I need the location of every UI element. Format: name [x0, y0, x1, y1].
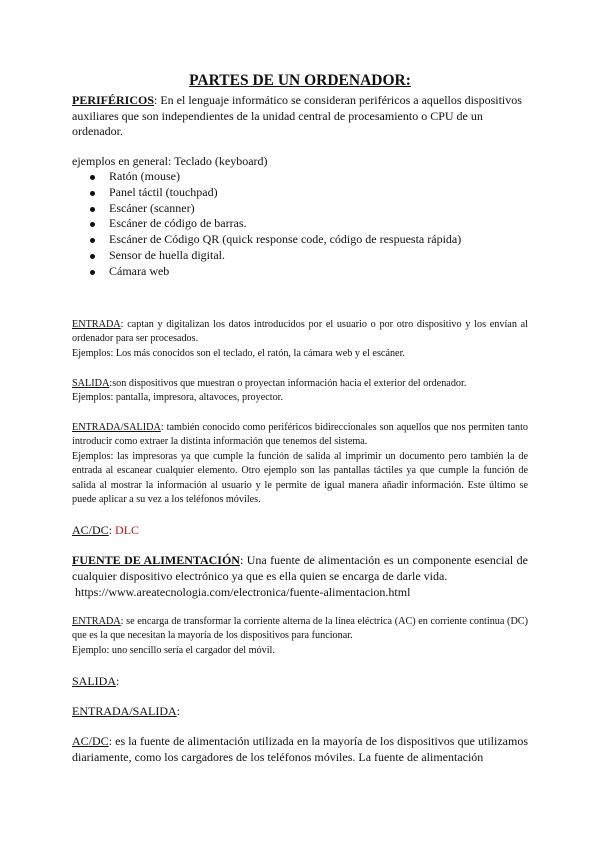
entrada-salida2-line: ENTRADA/SALIDA: [72, 704, 181, 718]
entrada-text: : captan y digitalizan los datos introducidos por el usuario o por otro dispositivo y los envían al ordenador para ser procesados. [72, 319, 528, 345]
list-item: Panel táctil (touchpad) [72, 185, 461, 201]
entrada-salida-examples: Ejemplos: las impresoras ya que cumple la función de salida al imprimir un documento pero también la de entrada al escanear cualquier elemento. Otro ejemplo son las pantallas táctiles ya que cumple la función de salida al mostrar la información al usuario y le permite de igual manera añadir información. Este último se puede aplicar a su vez a los teléfonos móviles. [72, 451, 528, 506]
fuente-url: https://www.areatecnologia.com/electronica/fuente-alimentacion.html [75, 585, 411, 599]
acdc2-label: AC/DC [72, 734, 109, 748]
entrada2-label: ENTRADA [72, 616, 121, 627]
salida-examples: Ejemplos: pantalla, impresora, altavoces, proyector. [72, 392, 284, 403]
acdc-label: AC/DC [72, 523, 109, 537]
fuente-paragraph [72, 553, 528, 584]
salida2-label: SALIDA [72, 674, 116, 688]
page-title: PARTES DE UN ORDENADOR: [189, 72, 411, 89]
perifericos-text: : En el lenguaje informático se consideran periféricos a aquellos dispositivos auxiliares que son independientes de la unidad central de procesamiento o CPU de un ordenador. [72, 93, 522, 139]
list-item: Escáner (scanner) [72, 201, 461, 217]
entrada-label: ENTRADA [72, 319, 121, 330]
perifericos-paragraph [72, 93, 528, 140]
examples-list [72, 169, 461, 280]
bullet-icon [90, 270, 95, 275]
bullet-icon [90, 238, 95, 243]
entrada2-example: Ejemplo: uno sencillo sería el cargador del móvil. [72, 645, 275, 656]
entrada2-paragraph [72, 615, 528, 644]
bullet-icon [90, 207, 95, 212]
acdc-value: DLC [115, 523, 140, 537]
entrada-examples: Ejemplos: Los más conocidos son el teclado, el ratón, la cámara web y el escáner. [72, 348, 405, 359]
entrada-paragraph [72, 318, 528, 347]
acdc2-paragraph [72, 734, 528, 765]
list-item: Escáner de código de barras. [72, 216, 461, 232]
examples-intro: ejemplos en general: Teclado (keyboard) [72, 154, 268, 168]
list-item: Ratón (mouse) [72, 169, 461, 185]
salida2-line: SALIDA: [72, 674, 120, 688]
bullet-icon [90, 222, 95, 227]
entrada-salida-text: : también conocido como periféricos bidireccionales son aquellos que nos permiten tanto introducir como extraer la distinta información que tenemos del sistema. [72, 422, 528, 448]
entrada-salida2-label: ENTRADA/SALIDA [72, 704, 177, 718]
acdc2-text: : es la fuente de alimentación utilizada en la mayoría de los dispositivos que utilizamos diariamente, como los cargadores de los teléfonos móviles. La fuente de alimentación [72, 734, 528, 764]
list-item: Cámara web [72, 264, 461, 280]
fuente-text: : Una fuente de alimentación es un componente esencial de cualquier dispositivo electrónico ya que es ella quien se encarga de darle vida. [72, 553, 528, 583]
perifericos-label: PERIFÉRICOS [72, 93, 155, 107]
bullet-icon [90, 175, 95, 180]
list-item: Sensor de huella digital. [72, 248, 461, 264]
entrada2-text: : se encarga de transformar la corriente alterna de la línea eléctrica (AC) en corriente continua (DC) que es la que necesitan la mayoría de los dispositivos para funcionar. [72, 616, 528, 642]
list-item: Escáner de Código QR (quick response code, código de respuesta rápida) [72, 232, 461, 248]
salida-text: :son dispositivos que muestran o proyectan información hacia el exterior del ordenador. [109, 378, 467, 389]
salida-label: SALIDA [72, 378, 110, 389]
salida-paragraph [72, 377, 528, 391]
entrada-salida-label: ENTRADA/SALIDA [72, 422, 161, 433]
acdc-line: AC/DC: DLC [72, 523, 140, 537]
fuente-label: FUENTE DE ALIMENTACIÓN [72, 553, 240, 567]
bullet-icon [90, 191, 95, 196]
bullet-icon [90, 254, 95, 259]
entrada-salida-paragraph [72, 421, 528, 450]
